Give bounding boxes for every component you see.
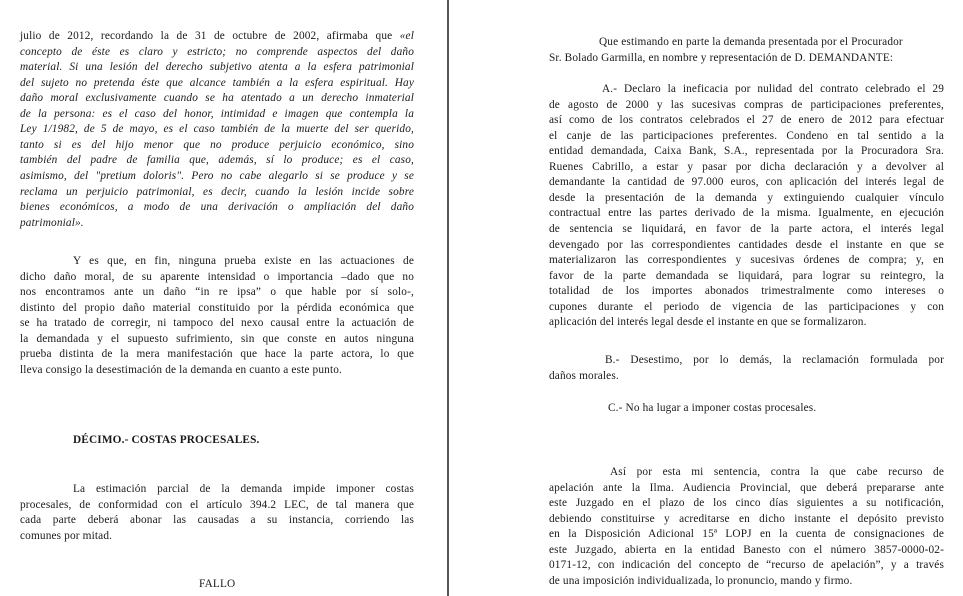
quote-line — [20, 107, 414, 122]
text-line: La estimación parcial de la demanda impide imponer costas — [73, 483, 414, 495]
text-line: nos encontramos ante un daño “in re ipsa” o que hable por sí solo-, — [20, 286, 414, 299]
text-line: materializaron las correspondientes y sucesivas órdenes de compra; y, en — [549, 254, 944, 267]
text-line: Ruenes Cabrillo, a estar y pasar por dicha declaración y a devolver al — [549, 160, 944, 173]
text-line: Así por esta mi sentencia, contra la que cabe recurso de — [610, 466, 944, 478]
text-line: así como de los contratos celebrados el 27 de enero de 2012 para efectuar — [549, 114, 944, 127]
text-line: totalidad de los importes abonados trimestralmente como intereses o — [549, 285, 944, 298]
quote-line — [20, 91, 414, 106]
text-line: este Juzgado, abierta en la entidad Banesto con el número 3857-0000-02- — [549, 543, 944, 556]
text-line: A.- Declaro la ineficacia por nulidad del contrato celebrado el 29 — [602, 83, 944, 95]
quote-line-italic: bienes económicos, a modo de una derivación o ampliación del daño — [20, 201, 414, 214]
left-page — [0, 0, 447, 596]
heading-fallo: FALLO — [199, 578, 236, 590]
quote-line-italic: asimismo, del "pretium doloris". Pero no cabe alegarlo si se produce y se — [20, 169, 414, 182]
right-page — [452, 0, 963, 596]
text-line: de una imposición individualizada, lo pronuncio, mando y firmo. — [549, 574, 853, 587]
text-line: de agosto de 2000 y las sucesivas compras de participaciones preferentes, — [549, 98, 944, 111]
page-divider — [447, 0, 449, 596]
text-line: Que estimando en parte la demanda presentada por el Procurador — [599, 36, 903, 48]
text-line: en la Disposición Adicional 15ª LOPJ en la cuenta de consignaciones de — [549, 528, 944, 541]
text-line: de sentencia se liquidará, en favor de la parte actora, el interés legal — [549, 222, 944, 235]
text-line: dicho daño moral, de su aparente intensidad o importancia –dado que no — [20, 270, 414, 283]
quote-line — [20, 216, 84, 231]
quote-line-normal: julio de 2012, recordando la de 31 de octubre de 2002, afirmaba que — [20, 30, 400, 42]
text-line: el canje de las participaciones preferentes. Condeno en tal sentido a la — [549, 129, 944, 142]
quote-line — [20, 122, 414, 137]
quote-line-italic: daño moral exclusivamente cuando se ha atentado a un derecho inmaterial — [20, 92, 414, 105]
text-line: desde la presentación de la demanda y extinguiendo cualquier vínculo — [549, 191, 944, 204]
quote-line-italic: reclama un perjuicio patrimonial, es decir, cuando la lesión incide sobre — [20, 185, 414, 198]
text-line: favor de la parte demandada se liquidará, para lograr su reintegro, la — [549, 269, 944, 282]
quote-line-italic: patrimonial». — [20, 216, 84, 229]
text-line: 0171-12, con indicación del concepto de “recurso de apelación”, y a través — [549, 559, 944, 572]
text-line: B.- Desestimo, por lo demás, la reclamación formulada por — [605, 354, 944, 366]
text-line: prueba distinta de la mera manifestación que hace la parte actora, lo que — [20, 348, 414, 361]
quote-line — [20, 200, 414, 215]
text-line: apelación ante la Ilma. Audiencia Provincial, que deberá prepararse ante — [549, 481, 944, 494]
text-line: devengado por las correspondientes cantidades desde el instante en que se — [549, 238, 944, 251]
quote-line — [20, 153, 414, 168]
quote-line — [20, 169, 414, 184]
quote-line-italic: concepto de éste es claro y estricto; no comprende aspectos del daño — [20, 45, 414, 58]
ruling-point-c: C.- No ha lugar a imponer costas procesales. — [608, 402, 817, 414]
quote-line-italic: material. Si una lesión del derecho subjetivo atenta a la esfera patrimonial — [20, 61, 414, 74]
text-line: entidad demandada, Caixa Bank, S.A., representada por la Procuradora Sra. — [549, 145, 944, 158]
quote-line — [20, 45, 414, 60]
text-line: Sr. Bolado Garmilla, en nombre y representación de D. DEMANDANTE: — [549, 51, 894, 64]
quote-line — [20, 185, 414, 200]
text-line: lleva consigo la desestimación de la demanda en cuanto a este punto. — [20, 363, 343, 376]
text-line: la demandada y el supuesto sufrimiento, sin que conste en autos ninguna — [20, 332, 414, 345]
text-line: procesales, de conformidad con el artículo 394.2 LEC, de tal manera que — [20, 498, 414, 511]
quote-line-italic: Ley 1/1982, de 5 de mayo, es el caso también de la muerte del ser querido, — [20, 123, 414, 136]
text-line: daños morales. — [549, 369, 619, 382]
quote-line — [20, 76, 414, 91]
quote-line-italic: también del padre de familia que, además, sí lo produce; es el caso, — [20, 154, 414, 167]
text-line: Y es que, en fin, ninguna prueba existe en las actuaciones de — [73, 255, 414, 267]
text-line: comunes por mitad. — [20, 529, 113, 542]
text-line: este Juzgado en el plazo de los cinco días siguientes a su notificación, — [549, 497, 944, 510]
quote-line-italic: tanto si es del hijo menor que no produce perjuicio económico, sino — [20, 138, 414, 151]
quote-line — [20, 138, 414, 153]
text-line: demandante la cantidad de 97.000 euros, con aplicación del interés legal de — [549, 176, 944, 189]
quote-line-italic: de la persona: es el caso del honor, intimidad e imagen que contempla la — [20, 107, 414, 120]
heading-decimo: DÉCIMO.- COSTAS PROCESALES. — [73, 434, 260, 446]
text-line: cada parte deberá abonar las causadas a su instancia, corriendo las — [20, 514, 414, 527]
text-line: aplicación del interés legal desde el instante en que se formalizaron. — [549, 316, 867, 329]
quote-line — [20, 29, 414, 44]
text-line: se ha tratado de corregir, ni tampoco del nexo causal entre la actuación de — [20, 317, 414, 330]
text-line: debiendo constituirse y acreditarse en dicho instante el depósito previsto — [549, 512, 944, 525]
quote-line-italic: «el — [399, 30, 414, 42]
text-line: cupones durante el periodo de vigencia de las participaciones y con — [549, 300, 944, 313]
text-line: contractual entre las partes derivado de la misma. Igualmente, en ejecución — [549, 207, 944, 220]
text-line: distinto del propio daño material constituido por la pérdida económica que — [20, 301, 414, 314]
quote-line — [20, 60, 414, 75]
quote-line-italic: del sujeto no pretenda éste que alcance también a la esfera espiritual. Hay — [20, 76, 414, 89]
